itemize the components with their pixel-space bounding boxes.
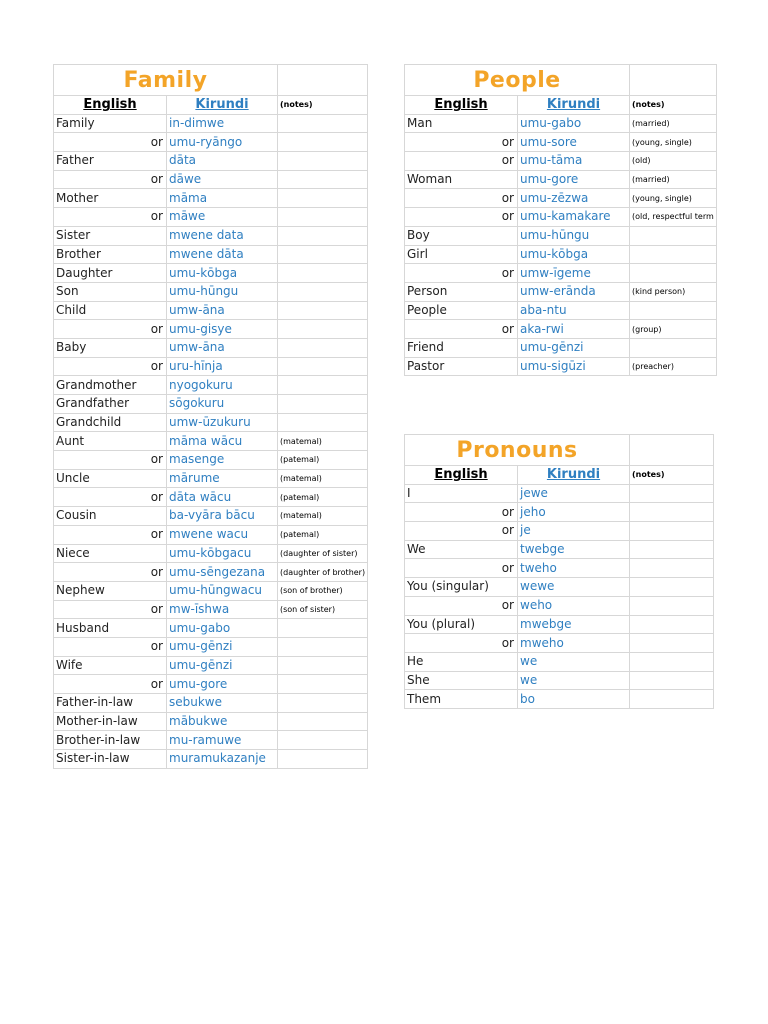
english-term: Father-in-law (54, 694, 167, 713)
kirundi-term: mu-ramuwe (167, 731, 278, 750)
table-row (405, 652, 714, 671)
table-row (54, 750, 368, 769)
kirundi-term: umu-gisye (167, 320, 278, 339)
english-term: Brother (54, 245, 167, 264)
note-cell (630, 596, 714, 615)
english-term: Mother-in-law (54, 712, 167, 731)
note-cell: (son of sister) (278, 600, 368, 619)
kirundi-term: umu-kamakare (518, 208, 630, 227)
table-row (405, 615, 714, 634)
kirundi-term: umu-sigūzi (518, 357, 630, 376)
note-cell (630, 634, 714, 653)
kirundi-term: jewe (518, 484, 630, 503)
english-term: Girl (405, 245, 518, 264)
table-row (405, 133, 717, 152)
note-cell (630, 615, 714, 634)
english-term: Woman (405, 170, 518, 189)
kirundi-term: nyogokuru (167, 376, 278, 395)
table-row (405, 114, 717, 133)
table-row (54, 525, 368, 544)
table-row (54, 600, 368, 619)
table-row (405, 596, 714, 615)
table-row (405, 152, 717, 171)
english-term: Child (54, 301, 167, 320)
note-cell (278, 208, 368, 227)
english-term: Cousin (54, 507, 167, 526)
kirundi-term: dāta (167, 152, 278, 171)
kirundi-term: mārume (167, 469, 278, 488)
kirundi-term: umu-kōbgacu (167, 544, 278, 563)
table-row (54, 133, 368, 152)
note-cell: (daughter of sister) (278, 544, 368, 563)
english-term: You (singular) (405, 578, 518, 597)
note-cell (278, 189, 368, 208)
english-term: Husband (54, 619, 167, 638)
table-row (405, 264, 717, 283)
kirundi-term: māma wācu (167, 432, 278, 451)
notes-header: (notes) (630, 96, 717, 115)
note-cell (278, 170, 368, 189)
english-term: Sister (54, 226, 167, 245)
or-label: or (54, 600, 167, 619)
table-row (54, 544, 368, 563)
note-cell: (group) (630, 320, 717, 339)
kirundi-term: dāta wācu (167, 488, 278, 507)
english-term: Grandmother (54, 376, 167, 395)
english-term: He (405, 652, 518, 671)
english-term: Grandfather (54, 395, 167, 414)
note-cell: (kind person) (630, 282, 717, 301)
note-cell (278, 264, 368, 283)
table-row (405, 634, 714, 653)
table-row (405, 301, 717, 320)
english-term: Pastor (405, 357, 518, 376)
table-row (405, 282, 717, 301)
table-row (405, 540, 714, 559)
kirundi-term: mābukwe (167, 712, 278, 731)
note-cell (278, 357, 368, 376)
note-cell: (married) (630, 170, 717, 189)
kirundi-term: umu-gēnzi (167, 637, 278, 656)
english-term: Person (405, 282, 518, 301)
note-cell (630, 540, 714, 559)
note-cell: (married) (630, 114, 717, 133)
table-row (54, 189, 368, 208)
or-label: or (405, 133, 518, 152)
kirundi-term: umu-gore (167, 675, 278, 694)
or-label: or (405, 320, 518, 339)
or-label: or (405, 264, 518, 283)
note-cell (278, 114, 368, 133)
kirundi-term: umu-gore (518, 170, 630, 189)
english-term: Niece (54, 544, 167, 563)
english-term: Aunt (54, 432, 167, 451)
table-row (54, 357, 368, 376)
note-cell (278, 619, 368, 638)
english-term: Sister-in-law (54, 750, 167, 769)
note-cell (278, 731, 368, 750)
or-label: or (54, 675, 167, 694)
table-row (405, 671, 714, 690)
table-row (54, 413, 368, 432)
kirundi-term: masenge (167, 451, 278, 470)
kirundi-term: tweho (518, 559, 630, 578)
note-cell (630, 301, 717, 320)
pronouns-sheet (404, 434, 714, 709)
table-row (405, 208, 717, 227)
kirundi-term: mwene data (167, 226, 278, 245)
english-term: I (405, 484, 518, 503)
family-table (53, 64, 368, 769)
kirundi-term: jeho (518, 503, 630, 522)
kirundi-term: aka-rwi (518, 320, 630, 339)
note-cell (278, 226, 368, 245)
note-cell: (patemal) (278, 525, 368, 544)
note-cell: (matemal) (278, 432, 368, 451)
note-cell: (old, respectful term (630, 208, 717, 227)
note-cell (630, 652, 714, 671)
table-row (54, 432, 368, 451)
or-label: or (54, 525, 167, 544)
note-cell (630, 484, 714, 503)
english-term: Daughter (54, 264, 167, 283)
table-row (54, 581, 368, 600)
kirundi-term: aba-ntu (518, 301, 630, 320)
note-cell (630, 578, 714, 597)
kirundi-term: sebukwe (167, 694, 278, 713)
table-row (54, 469, 368, 488)
or-label: or (405, 522, 518, 541)
note-cell: (preacher) (630, 357, 717, 376)
english-header: English (405, 466, 518, 485)
note-cell (630, 671, 714, 690)
table-row (54, 152, 368, 171)
note-cell (278, 152, 368, 171)
table-row (405, 484, 714, 503)
people-table (404, 64, 717, 376)
note-cell (278, 750, 368, 769)
or-label: or (405, 152, 518, 171)
note-cell (278, 694, 368, 713)
kirundi-term: in-dimwe (167, 114, 278, 133)
note-cell (278, 245, 368, 264)
kirundi-term: mwebge (518, 615, 630, 634)
kirundi-term: we (518, 671, 630, 690)
table-row (405, 578, 714, 597)
note-cell (630, 338, 717, 357)
table-row (54, 731, 368, 750)
kirundi-term: umw-īgeme (518, 264, 630, 283)
english-term: You (plural) (405, 615, 518, 634)
kirundi-term: umu-sēngezana (167, 563, 278, 582)
people-sheet (404, 64, 717, 376)
note-cell: (patemal) (278, 451, 368, 470)
english-term: Mother (54, 189, 167, 208)
table-row (405, 503, 714, 522)
note-cell: (daughter of brother) (278, 563, 368, 582)
note-cell: (young, single) (630, 189, 717, 208)
kirundi-term: uru-hīnja (167, 357, 278, 376)
english-term: Wife (54, 656, 167, 675)
or-label: or (54, 488, 167, 507)
kirundi-term: mweho (518, 634, 630, 653)
kirundi-term: je (518, 522, 630, 541)
english-term: People (405, 301, 518, 320)
english-term: Grandchild (54, 413, 167, 432)
note-cell: (son of brother) (278, 581, 368, 600)
note-cell (630, 264, 717, 283)
or-label: or (54, 208, 167, 227)
note-cell (278, 320, 368, 339)
english-header: English (405, 96, 518, 115)
kirundi-term: bo (518, 690, 630, 709)
or-label: or (405, 189, 518, 208)
note-cell (278, 712, 368, 731)
table-row (54, 488, 368, 507)
table-row (405, 320, 717, 339)
table-row (405, 559, 714, 578)
kirundi-term: mwene dāta (167, 245, 278, 264)
kirundi-term: umu-kōbga (167, 264, 278, 283)
kirundi-term: umu-ryāngo (167, 133, 278, 152)
pronouns-table (404, 434, 714, 709)
table-row (405, 338, 717, 357)
kirundi-term: ba-vyāra bācu (167, 507, 278, 526)
table-row (54, 282, 368, 301)
kirundi-term: twebge (518, 540, 630, 559)
or-label: or (54, 637, 167, 656)
kirundi-term: umu-gēnzi (518, 338, 630, 357)
note-cell: (old) (630, 152, 717, 171)
kirundi-term: umu-kōbga (518, 245, 630, 264)
kirundi-term: muramukazanje (167, 750, 278, 769)
kirundi-header: Kirundi (518, 96, 630, 115)
note-cell (278, 338, 368, 357)
table-row (54, 301, 368, 320)
english-term: We (405, 540, 518, 559)
kirundi-term: umu-gabo (167, 619, 278, 638)
table-row (405, 245, 717, 264)
or-label: or (54, 133, 167, 152)
table-row (54, 395, 368, 414)
english-term: Family (54, 114, 167, 133)
kirundi-term: umu-tāma (518, 152, 630, 171)
family-sheet (53, 64, 368, 769)
kirundi-term: we (518, 652, 630, 671)
english-term: She (405, 671, 518, 690)
or-label: or (405, 503, 518, 522)
notes-header: (notes) (630, 466, 714, 485)
kirundi-term: umu-hūngu (518, 226, 630, 245)
kirundi-term: umw-āna (167, 301, 278, 320)
note-cell (278, 413, 368, 432)
english-term: Friend (405, 338, 518, 357)
note-cell: (patemal) (278, 488, 368, 507)
kirundi-term: mwene wacu (167, 525, 278, 544)
table-row (54, 563, 368, 582)
kirundi-term: umu-hūngwacu (167, 581, 278, 600)
family-title: Family (54, 65, 278, 96)
kirundi-term: umu-sore (518, 133, 630, 152)
or-label: or (54, 320, 167, 339)
note-cell (630, 522, 714, 541)
kirundi-term: umw-erānda (518, 282, 630, 301)
note-cell (630, 559, 714, 578)
note-cell (278, 395, 368, 414)
table-row (405, 357, 717, 376)
note-cell (278, 656, 368, 675)
english-term: Baby (54, 338, 167, 357)
table-row (54, 712, 368, 731)
table-row (54, 338, 368, 357)
table-row (54, 694, 368, 713)
english-header: English (54, 96, 167, 115)
table-row (54, 619, 368, 638)
or-label: or (405, 208, 518, 227)
table-row (54, 264, 368, 283)
table-row (54, 675, 368, 694)
note-cell (278, 675, 368, 694)
note-cell (278, 133, 368, 152)
note-cell (630, 245, 717, 264)
kirundi-term: umu-zēzwa (518, 189, 630, 208)
pronouns-title: Pronouns (405, 435, 630, 466)
table-row (54, 170, 368, 189)
kirundi-header: Kirundi (518, 466, 630, 485)
english-term: Them (405, 690, 518, 709)
note-cell (630, 503, 714, 522)
notes-header: (notes) (278, 96, 368, 115)
kirundi-term: umw-ūzukuru (167, 413, 278, 432)
english-term: Nephew (54, 581, 167, 600)
english-term: Uncle (54, 469, 167, 488)
table-row (54, 376, 368, 395)
or-label: or (54, 563, 167, 582)
english-term: Father (54, 152, 167, 171)
or-label: or (54, 357, 167, 376)
or-label: or (405, 596, 518, 615)
english-term: Boy (405, 226, 518, 245)
kirundi-term: umu-hūngu (167, 282, 278, 301)
table-row (54, 451, 368, 470)
kirundi-term: sōgokuru (167, 395, 278, 414)
table-row (405, 522, 714, 541)
table-row (54, 114, 368, 133)
table-row (54, 507, 368, 526)
kirundi-term: mw-īshwa (167, 600, 278, 619)
table-row (54, 245, 368, 264)
or-label: or (405, 559, 518, 578)
kirundi-term: umu-gabo (518, 114, 630, 133)
note-cell (630, 690, 714, 709)
table-row (54, 637, 368, 656)
kirundi-term: māwe (167, 208, 278, 227)
kirundi-header: Kirundi (167, 96, 278, 115)
or-label: or (54, 170, 167, 189)
table-row (405, 170, 717, 189)
note-cell (278, 637, 368, 656)
kirundi-term: dāwe (167, 170, 278, 189)
english-term: Brother-in-law (54, 731, 167, 750)
table-row (54, 320, 368, 339)
note-cell: (matemal) (278, 507, 368, 526)
table-row (405, 226, 717, 245)
people-title: People (405, 65, 630, 96)
or-label: or (405, 634, 518, 653)
table-row (54, 656, 368, 675)
note-cell: (young, single) (630, 133, 717, 152)
english-term: Son (54, 282, 167, 301)
note-cell (278, 282, 368, 301)
table-row (405, 189, 717, 208)
kirundi-term: wewe (518, 578, 630, 597)
kirundi-term: māma (167, 189, 278, 208)
table-row (54, 226, 368, 245)
english-term: Man (405, 114, 518, 133)
note-cell: (matemal) (278, 469, 368, 488)
kirundi-term: weho (518, 596, 630, 615)
note-cell (630, 226, 717, 245)
table-row (54, 208, 368, 227)
kirundi-term: umu-gēnzi (167, 656, 278, 675)
table-row (405, 690, 714, 709)
note-cell (278, 376, 368, 395)
note-cell (278, 301, 368, 320)
kirundi-term: umw-āna (167, 338, 278, 357)
or-label: or (54, 451, 167, 470)
